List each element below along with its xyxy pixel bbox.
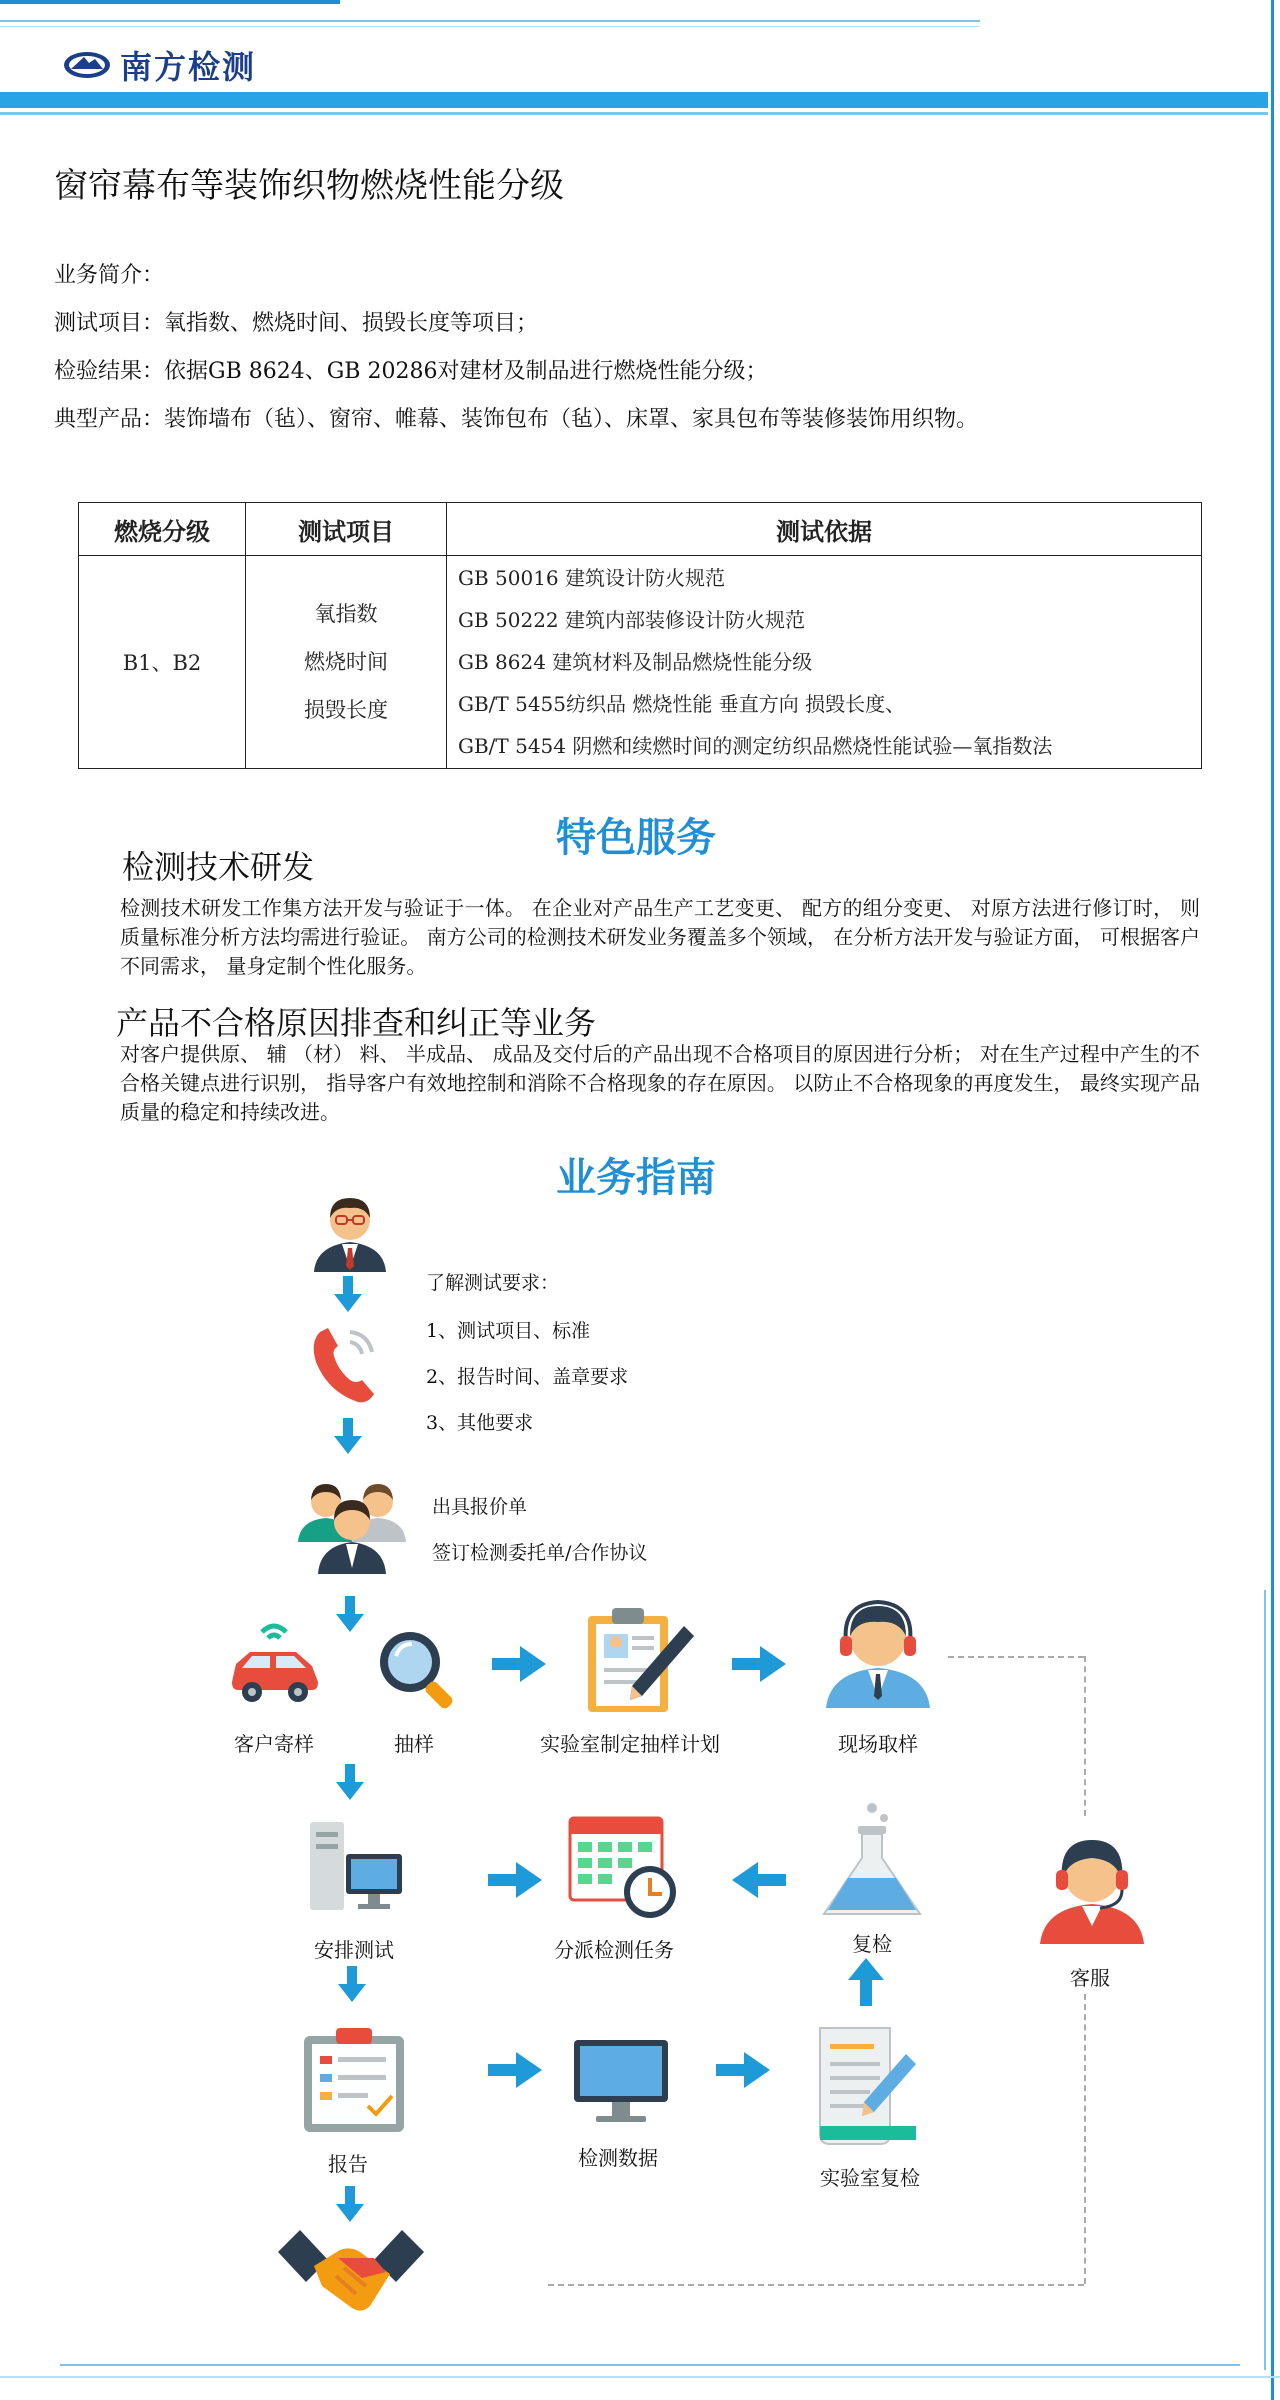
dashed-connector xyxy=(548,2284,1084,2286)
step-sampling-label: 抽样 xyxy=(394,1732,434,1756)
report-clipboard-icon xyxy=(298,2026,410,2134)
arrow-down-icon xyxy=(334,1418,362,1454)
arrow-right-icon xyxy=(492,1646,546,1682)
rd-text: 检测技术研发工作集方法开发与验证于一体。 在企业对产品生产工艺变更、 配方的组分变更、 对原方法进行修订时， 则质量标准分析方法均需进行验证。 南方公司的检测技术研发业务覆盖多个领域， 在分析方法开发与验证方面， 可根据客户不同需求， 量身定制个性化服务。 xyxy=(120,896,1200,978)
table-header-row xyxy=(79,503,1202,556)
car-delivery-icon xyxy=(226,1612,324,1708)
step-lab-recheck-label: 实验室复检 xyxy=(820,2166,920,2190)
test-item: 损毁长度 xyxy=(304,698,388,722)
dashed-connector xyxy=(1084,1994,1086,2284)
burning-level-cell: B1、B2 xyxy=(79,556,246,769)
arrow-down-icon xyxy=(336,1596,364,1632)
contract-label: 签订检测委托单/合作协议 xyxy=(432,1542,648,1564)
step-plan-label: 实验室制定抽样计划 xyxy=(540,1732,720,1756)
intro-test-items: 测试项目：氧指数、燃烧时间、损毁长度等项目； xyxy=(54,311,539,336)
monitor-icon xyxy=(570,2036,672,2126)
table-header: 测试依据 xyxy=(447,503,1202,556)
lab-flask-icon xyxy=(818,1800,926,1920)
magnifier-icon xyxy=(374,1626,462,1712)
arrow-right-icon xyxy=(488,2052,542,2088)
arrow-down-icon xyxy=(338,1966,366,2002)
footer-line xyxy=(60,2364,1240,2366)
customer-service-icon xyxy=(1034,1830,1150,1944)
test-items-cell xyxy=(246,556,447,769)
clipboard-pen-icon xyxy=(584,1602,698,1714)
table-row xyxy=(79,556,1202,769)
requirement-item: 2、报告时间、盖章要求 xyxy=(426,1366,629,1388)
intro-products: 典型产品：装饰墙布（毡）、窗帘、帷幕、装饰包布（毡）、床罩、家具包布等装修装饰用织物。 xyxy=(54,407,979,432)
dashed-connector xyxy=(948,1656,1084,1658)
header-thin-line xyxy=(0,20,980,22)
footer-line xyxy=(0,2376,1280,2378)
intro-result: 检验结果：依据GB 8624、GB 20286对建材及制品进行燃烧性能分级； xyxy=(54,359,768,384)
step-recheck-label: 复检 xyxy=(852,1932,892,1956)
phone-icon xyxy=(310,1322,382,1404)
top-accent-line xyxy=(0,0,340,4)
dashed-connector xyxy=(1084,1656,1086,1816)
requirements-heading: 了解测试要求： xyxy=(426,1272,560,1294)
brand-name: 南方检测 xyxy=(120,48,257,86)
calendar-clock-icon xyxy=(568,1814,680,1922)
right-border-line xyxy=(1271,0,1274,2400)
test-item: 氧指数 xyxy=(314,602,378,626)
team-icon xyxy=(296,1464,408,1574)
basis-line: GB 50222 建筑内部装修设计防火规范 xyxy=(458,608,806,632)
header-bar-line xyxy=(0,112,1268,115)
arrow-down-icon xyxy=(336,1764,364,1800)
arrow-down-icon xyxy=(336,2186,364,2222)
arrow-up-icon xyxy=(848,1958,884,2006)
standards-table xyxy=(78,502,1202,769)
intro-heading: 业务简介： xyxy=(54,263,165,288)
step-data-label: 检测数据 xyxy=(578,2146,658,2170)
page-title: 窗帘幕布等装饰织物燃烧性能分级 xyxy=(54,166,564,206)
fix-text: 对客户提供原、 辅 （材） 料、 半成品、 成品及交付后的产品出现不合格项目的原因进行分析； 对在生产过程中产生的不合格关键点进行识别， 指导客户有效地控制和消除不合格现象的存在原因。 以防止不合格现象的再度发生， 最终实现产品质量的稳定和持续改进。 xyxy=(120,1042,1200,1124)
arrow-left-icon xyxy=(732,1862,786,1898)
brand-logo-icon xyxy=(62,50,112,80)
table-header: 测试项目 xyxy=(246,503,447,556)
step-report-label: 报告 xyxy=(328,2152,368,2176)
step-onsite-label: 现场取样 xyxy=(838,1732,918,1756)
test-item: 燃烧时间 xyxy=(304,650,388,674)
step-send-sample-label: 客户寄样 xyxy=(234,1732,314,1756)
basis-line: GB/T 5454 阴燃和续燃时间的测定纺织品燃烧性能试验—氧指数法 xyxy=(458,734,1053,758)
header-bar xyxy=(0,92,1268,108)
basis-line: GB 8624 建筑材料及制品燃烧性能分级 xyxy=(458,650,813,674)
arrow-right-icon xyxy=(732,1646,786,1682)
basis-line: GB 50016 建筑设计防火规范 xyxy=(458,566,726,590)
step-customer-service-label: 客服 xyxy=(1070,1966,1110,1990)
handshake-icon xyxy=(278,2222,424,2324)
header-thin-line xyxy=(0,26,980,27)
step-arrange-label: 安排测试 xyxy=(314,1938,394,1962)
onsite-engineer-icon xyxy=(820,1594,936,1708)
arrow-right-icon xyxy=(716,2052,770,2088)
featured-services-title: 特色服务 xyxy=(556,815,716,861)
requirement-item: 3、其他要求 xyxy=(426,1412,534,1434)
table-header: 燃烧分级 xyxy=(79,503,246,556)
document-pen-icon xyxy=(810,2022,928,2148)
arrow-down-icon xyxy=(334,1276,362,1312)
test-basis-cell xyxy=(447,556,1202,769)
requirement-item: 1、测试项目、标准 xyxy=(426,1320,591,1342)
fix-title: 产品不合格原因排查和纠正等业务 xyxy=(116,1004,597,1042)
arrow-right-icon xyxy=(488,1862,542,1898)
step-dispatch-label: 分派检测任务 xyxy=(554,1938,674,1962)
right-border-line xyxy=(1264,1590,1266,2370)
intro-block xyxy=(54,252,978,444)
business-guide-title: 业务指南 xyxy=(556,1155,716,1201)
computer-server-icon xyxy=(306,1818,406,1914)
quote-label: 出具报价单 xyxy=(432,1496,528,1518)
brand-logo xyxy=(62,42,256,88)
consultant-icon xyxy=(306,1196,394,1272)
rd-title: 检测技术研发 xyxy=(122,848,315,886)
basis-line: GB/T 5455纺织品 燃烧性能 垂直方向 损毁长度、 xyxy=(458,692,906,716)
